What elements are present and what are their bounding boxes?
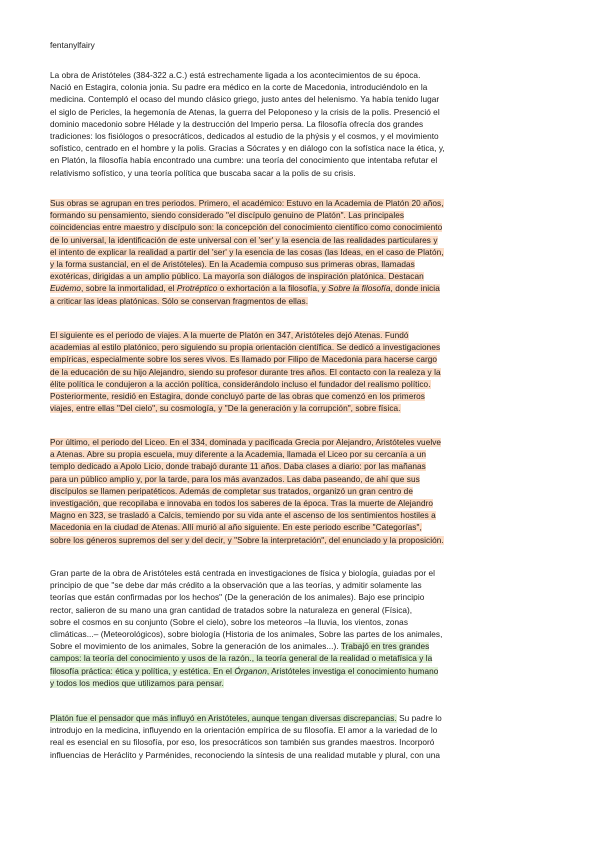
highlighted-text: discípulos se llamen peripatéticos. Además de completar sus tratados, organizó un gran centro de xyxy=(50,486,413,496)
text-segment: Gran parte de la obra de Aristóteles está centrada en investigaciones de física y biología, guiadas por el xyxy=(50,569,436,578)
highlighted-text: a Atenas. Abre su propia escuela, muy diferente a la Academia, llamada el Liceo por su cercanía a un xyxy=(50,450,427,460)
highlighted-text: de la educación de su hijo Alejandro, siendo su profesor durante tres años. El contacto con la realeza y la xyxy=(50,367,441,377)
text-line xyxy=(50,367,552,379)
text-line xyxy=(50,403,552,415)
text-segment: el siglo de Pericles, la hegemonía de Atenas, la guerra del Peloponeso y la crisis de la polis. Presenció el xyxy=(50,107,440,117)
highlighted-text: Por último, el periodo del Liceo. En el 334, dominada y pacificada Grecia por Alejandro, Aristóteles vuelve xyxy=(50,438,442,447)
highlighted-text: o exhortación a la filosofía, y xyxy=(217,284,329,294)
text-line xyxy=(50,391,552,403)
text-line xyxy=(50,474,552,486)
highlighted-text: Platón fue el pensador que más influyó en Aristóteles, aunque tengan diversas discrepancias. xyxy=(50,714,397,723)
highlighted-text: , sobre la inmortalidad, el xyxy=(81,284,177,294)
highlighted-text: exotéricas, dirigidas a un amplio público. La mayoría son diálogos de inspiración platónica. Destacan xyxy=(50,272,424,282)
text-line xyxy=(50,247,552,259)
text-line xyxy=(50,725,552,737)
username-label: fentanylfairy xyxy=(50,40,95,50)
text-line xyxy=(50,580,552,592)
text-segment: principio de que "se debe dar más crédito a la observación que a las teorías, y admitir solamente las xyxy=(50,581,422,591)
text-segment: introdujo en la medicina, influyendo en la orientación empírica de su filosofía. El amor a la variedad de lo xyxy=(50,726,438,736)
text-line xyxy=(50,437,552,449)
highlighted-text: y la forma sustancial, en el de Aristóteles). En la Academia compuso sus primeras obras, llamadas xyxy=(50,260,415,270)
text-segment: influencias de Heráclito y Parménides, reconociendo la síntesis de una realidad mutable y plural, con una xyxy=(50,750,441,760)
highlighted-text: y todos los medios que utilizamos para pensar. xyxy=(50,678,224,688)
highlighted-text: Posteriormente, residió en Estagira, donde concluyó parte de las obras que comenzó en los primeros xyxy=(50,392,425,402)
text-line xyxy=(50,131,552,143)
text-line xyxy=(50,568,552,580)
text-segment: medicina. Contempló el ocaso del mundo clásico griego, justo antes del helenismo. Ya había tenido lugar xyxy=(50,95,440,105)
text-line xyxy=(50,283,552,295)
text-line xyxy=(50,235,552,247)
highlighted-text: templo dedicado a Apolo Licio, donde trabajó durante 11 años. Daba clases a diario: por las mañanas xyxy=(50,462,426,472)
highlighted-text: Magno en 323, se trasladó a Calcis, temiendo por su vida ante el ascenso de los sentimientos hostiles a xyxy=(50,511,436,521)
highlighted-text: Macedonia en la ciudad de Atenas. Allí murió al año siguiente. En este periodo escribe "Categorías", xyxy=(50,523,422,533)
text-line xyxy=(50,119,552,131)
highlighted-text: para un público amplio y, por la tarde, para los más avanzados. Las daba paseando, de ahí que sus xyxy=(50,474,420,484)
text-line xyxy=(50,143,552,155)
text-line xyxy=(50,461,552,473)
text-line xyxy=(50,605,552,617)
paragraph-lyceum-period xyxy=(50,437,552,547)
text-line xyxy=(50,653,552,665)
text-line xyxy=(50,641,552,653)
text-line xyxy=(50,737,552,749)
text-segment: climáticas...– (Meteorológicos), sobre biología (Historia de los animales, Sobre las partes de los animales, xyxy=(50,630,443,640)
text-line xyxy=(50,750,552,762)
highlighted-text: investigación, que recopilaba e innovaba en todos los saberes de la época. Tras la muerte de Alejandro xyxy=(50,499,434,509)
text-segment: Sobre el movimiento de los animales, Sobre la generación de los animales...). xyxy=(50,642,341,652)
text-segment: teorías que están confirmadas por los hechos" (De la generación de los animales). Bajo ese principio xyxy=(50,593,425,603)
paragraph-academic-period xyxy=(50,198,552,308)
text-line xyxy=(50,510,552,522)
text-line xyxy=(50,70,552,82)
text-segment: rector, salieron de su mano una gran cantidad de tratados sobre la naturaleza en general (Física), xyxy=(50,605,413,615)
highlighted-text: academias al estilo platónico, pero siguiendo su propia orientación científica. Se dedicó a investigaciones xyxy=(50,343,441,353)
text-line xyxy=(50,449,552,461)
text-line xyxy=(50,342,552,354)
text-line xyxy=(50,498,552,510)
highlighted-text: Sobre la filosofía xyxy=(328,284,391,294)
highlighted-text: Protréptico xyxy=(176,284,218,294)
highlighted-text: Trabajó en tres grandes xyxy=(340,642,430,652)
text-line xyxy=(50,354,552,366)
text-line xyxy=(50,629,552,641)
text-segment: sobre el cosmos en su conjunto (Sobre el cielo), sobre los meteoros –la lluvia, los vientos, zonas xyxy=(50,617,408,627)
highlighted-text: formando su pensamiento, siendo considerado "el discípulo genuino de Platón". Las principales xyxy=(50,211,405,221)
text-line xyxy=(50,617,552,629)
paragraph-influences xyxy=(50,713,552,762)
text-line xyxy=(50,678,552,690)
highlighted-text: El siguiente es el periodo de viajes. A la muerte de Platón en 347, Aristóteles dejó Atenas. Fundó xyxy=(50,331,409,340)
highlighted-text: sobre los géneros supremos del ser y del decir, y "Sobre la interpretación", del enunciado y la proposición. xyxy=(50,535,444,545)
text-line xyxy=(50,535,552,547)
text-line xyxy=(50,168,552,180)
text-line xyxy=(50,210,552,222)
text-line xyxy=(50,155,552,167)
text-line xyxy=(50,198,552,210)
text-segment: tradiciones: los fisiólogos o presocráticos, dedicados al estudio de la phýsis y el cosmos, y el movimiento xyxy=(50,132,439,142)
text-line xyxy=(50,82,552,94)
text-segment: dominio macedonio sobre Hélade y la destrucción del Imperio persa. La filosofía ofrecía dos grandes xyxy=(50,119,424,129)
highlighted-text: Órganon xyxy=(234,666,267,676)
text-line xyxy=(50,330,552,342)
text-line xyxy=(50,222,552,234)
paragraph-travel-period xyxy=(50,330,552,415)
paragraph-context xyxy=(50,70,552,180)
text-line xyxy=(50,592,552,604)
highlighted-text: , Aristóteles investiga el conocimiento humano xyxy=(266,666,439,676)
text-line xyxy=(50,666,552,678)
text-segment: real es esencial en su filosofía, por eso, los presocráticos son también sus grandes maestros. Incorporó xyxy=(50,738,435,748)
text-line xyxy=(50,486,552,498)
highlighted-text: a criticar las ideas platónicas. Sólo se conservan fragmentos de ellas. xyxy=(50,296,309,306)
text-line xyxy=(50,259,552,271)
highlighted-text: , donde inicia xyxy=(390,284,440,294)
highlighted-text: coincidencias entre maestro y discípulo son: la concepción del conocimiento científico como conocimiento xyxy=(50,223,443,233)
text-line xyxy=(50,94,552,106)
text-line xyxy=(50,271,552,283)
highlighted-text: de lo universal, la identificación de este universal con el 'ser' y la esencia de las realidades particulares y xyxy=(50,235,438,245)
highlighted-text: campos: la teoría del conocimiento y usos de la razón., la teoría general de la realidad o metafísica y la xyxy=(50,654,433,664)
highlighted-text: viajes, entre ellas "Del cielo", su cosmología, y "De la generación y la corrupción", sobre física. xyxy=(50,404,401,414)
highlighted-text: Eudemo xyxy=(50,284,82,294)
text-line xyxy=(50,522,552,534)
text-segment: Su padre lo xyxy=(396,714,442,723)
highlighted-text: Sus obras se agrupan en tres periodos. Primero, el académico: Estuvo en la Academia de Platón 20 años, xyxy=(50,199,444,208)
text-segment: sofístico, centrado en el hombre y la polis. Gracias a Sócrates y en diálogo con la sofística nace la ética, y, xyxy=(50,144,445,154)
text-segment: La obra de Aristóteles (384-322 a.C.) está estrechamente ligada a los acontecimientos de su época. xyxy=(50,71,421,80)
highlighted-text: filosofía práctica: ética y política, y estética. En el xyxy=(50,666,235,676)
text-segment: en Platón, la filosofía había encontrado una cumbre: una teoría del conocimiento que intentaba refutar el xyxy=(50,156,438,166)
highlighted-text: élite política le condujeron a la acción política, considerándolo incluso el fundador del realismo político. xyxy=(50,379,431,389)
highlighted-text: el intento de explicar la realidad a partir del 'ser' y la esencia de las cosas (las Ideas, en el caso de Platón, xyxy=(50,247,444,257)
paragraph-works xyxy=(50,568,552,690)
text-line xyxy=(50,107,552,119)
highlighted-text: empíricas, especialmente sobre los seres vivos. Es llamado por Filipo de Macedonia para hacerse cargo xyxy=(50,355,438,365)
text-segment: Nació en Estagira, colonia jonia. Su padre era médico en la corte de Macedonia, introduciéndolo en la xyxy=(50,83,428,93)
text-segment: relativismo sofístico, y una teoría política que buscaba sacar a la polis de su crisis. xyxy=(50,168,356,178)
text-line xyxy=(50,379,552,391)
text-line xyxy=(50,713,552,725)
text-line xyxy=(50,296,552,308)
